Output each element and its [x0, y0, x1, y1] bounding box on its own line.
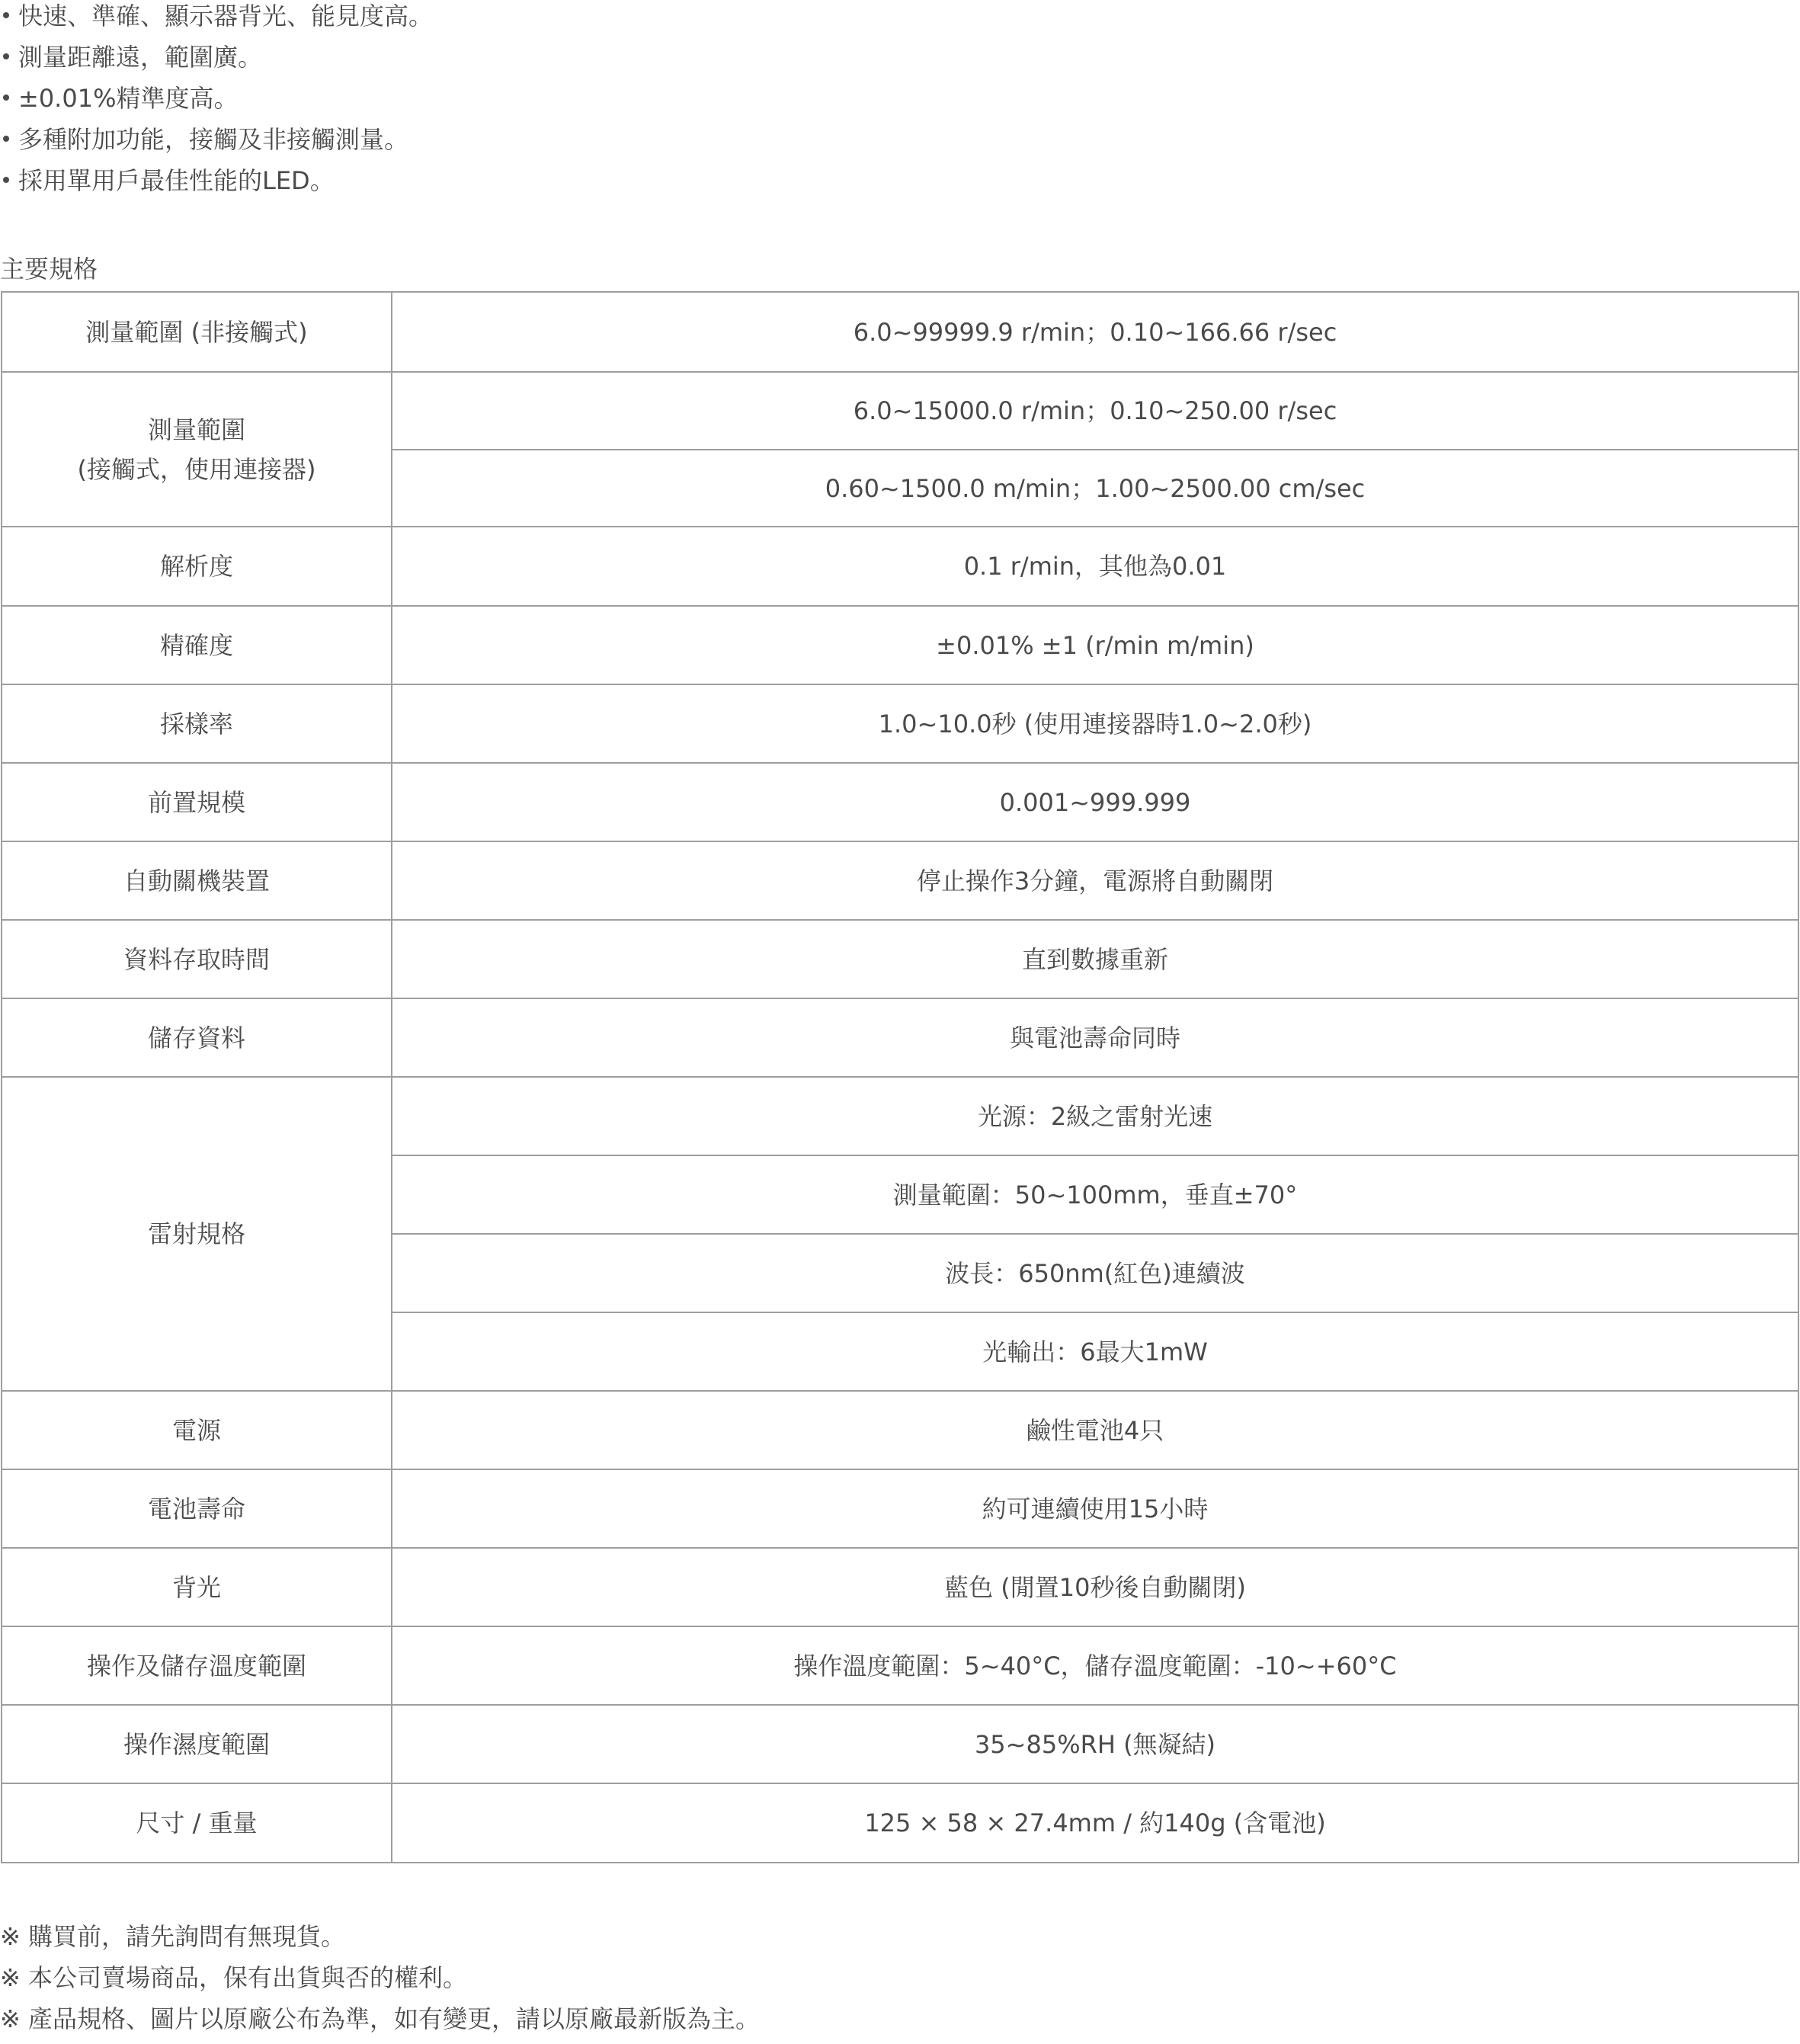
spec-table [1, 291, 1799, 1863]
feature-text: ±0.01%精準度高。 [18, 84, 239, 113]
feature-text: 多種附加功能，接觸及非接觸測量。 [18, 125, 409, 154]
spec-value: 1.0~10.0秒 (使用連接器時1.0~2.0秒) [392, 684, 1798, 763]
spec-value: 測量範圍：50~100mm，垂直±70° [392, 1155, 1798, 1234]
section-title: 主要規格 [0, 255, 98, 284]
spec-value: 35~85%RH (無凝結) [392, 1705, 1798, 1783]
spec-value: 光輸出：6最大1mW [392, 1312, 1798, 1391]
spec-value: 停止操作3分鐘，電源將自動關閉 [392, 841, 1798, 920]
feature-text: 測量距離遠，範圍廣。 [18, 43, 263, 72]
spec-label: 測量範圍 (非接觸式) [2, 292, 392, 372]
table-row [2, 372, 1798, 450]
spec-value: 波長：650nm(紅色)連續波 [392, 1234, 1798, 1312]
spec-label: 操作及儲存溫度範圍 [2, 1626, 392, 1705]
spec-value: 與電池壽命同時 [392, 998, 1798, 1077]
spec-label: 操作濕度範圍 [2, 1705, 392, 1783]
feature-list [0, 0, 433, 206]
spec-label: 前置規模 [2, 763, 392, 841]
spec-label: 雷射規格 [2, 1077, 392, 1391]
feature-text: 採用單用戶最佳性能的LED。 [18, 166, 335, 195]
table-row [2, 1626, 1798, 1705]
spec-value: ±0.01% ±1 (r/min m/min) [392, 606, 1798, 684]
spec-label: 電池壽命 [2, 1469, 392, 1548]
feature-item [0, 123, 433, 165]
table-row [2, 1705, 1798, 1783]
bullet-icon [3, 12, 9, 18]
spec-label: 精確度 [2, 606, 392, 684]
spec-value: 藍色 (閒置10秒後自動關閉) [392, 1548, 1798, 1626]
note-item: ※ 產品規格、圖片以原廠公布為準，如有變更，請以原廠最新版為主。 [0, 2004, 760, 2033]
spec-value: 光源：2級之雷射光速 [392, 1077, 1798, 1155]
bullet-icon [3, 53, 9, 59]
spec-label: 電源 [2, 1391, 392, 1469]
table-row [2, 292, 1798, 372]
spec-value: 直到數據重新 [392, 920, 1798, 998]
table-row [2, 1077, 1798, 1155]
spec-value: 0.1 r/min，其他為0.01 [392, 527, 1798, 606]
table-row [2, 1783, 1798, 1863]
spec-label: 儲存資料 [2, 998, 392, 1077]
spec-label: 背光 [2, 1548, 392, 1626]
table-row [2, 606, 1798, 684]
spec-label: 採樣率 [2, 684, 392, 763]
feature-item [0, 41, 433, 82]
table-row [2, 1548, 1798, 1626]
table-row [2, 1391, 1798, 1469]
spec-value: 鹼性電池4只 [392, 1391, 1798, 1469]
spec-label [2, 372, 392, 527]
spec-value: 操作溫度範圍：5~40°C，儲存溫度範圍：-10~+60°C [392, 1626, 1798, 1705]
bullet-icon [3, 136, 9, 142]
table-row [2, 684, 1798, 763]
spec-label-line: 測量範圍 [147, 415, 245, 444]
table-row [2, 998, 1798, 1077]
table-row [2, 527, 1798, 606]
note-item: ※ 本公司賣場商品，保有出貨與否的權利。 [0, 1963, 467, 1992]
table-row [2, 841, 1798, 920]
feature-item [0, 82, 433, 123]
bullet-icon [3, 177, 9, 183]
spec-label: 尺寸 / 重量 [2, 1783, 392, 1863]
spec-label: 資料存取時間 [2, 920, 392, 998]
table-row [2, 920, 1798, 998]
spec-value: 6.0~15000.0 r/min；0.10~250.00 r/sec [392, 372, 1798, 450]
spec-value: 125 × 58 × 27.4mm / 約140g (含電池) [392, 1783, 1798, 1863]
feature-item [0, 165, 433, 206]
spec-value: 約可連續使用15小時 [392, 1469, 1798, 1548]
feature-text: 快速、準確、顯示器背光、能見度高。 [18, 2, 434, 30]
spec-value: 0.001~999.999 [392, 763, 1798, 841]
feature-item [0, 0, 433, 41]
note-item: ※ 購買前，請先詢問有無現貨。 [0, 1922, 345, 1951]
table-row [2, 763, 1798, 841]
notes-list [0, 1921, 760, 2044]
spec-label: 自動關機裝置 [2, 841, 392, 920]
spec-value: 6.0~99999.9 r/min；0.10~166.66 r/sec [392, 292, 1798, 372]
spec-label: 解析度 [2, 527, 392, 606]
spec-value: 0.60~1500.0 m/min；1.00~2500.00 cm/sec [392, 450, 1798, 527]
spec-label-line: (接觸式，使用連接器) [77, 454, 316, 484]
bullet-icon [3, 95, 9, 101]
table-row [2, 1469, 1798, 1548]
